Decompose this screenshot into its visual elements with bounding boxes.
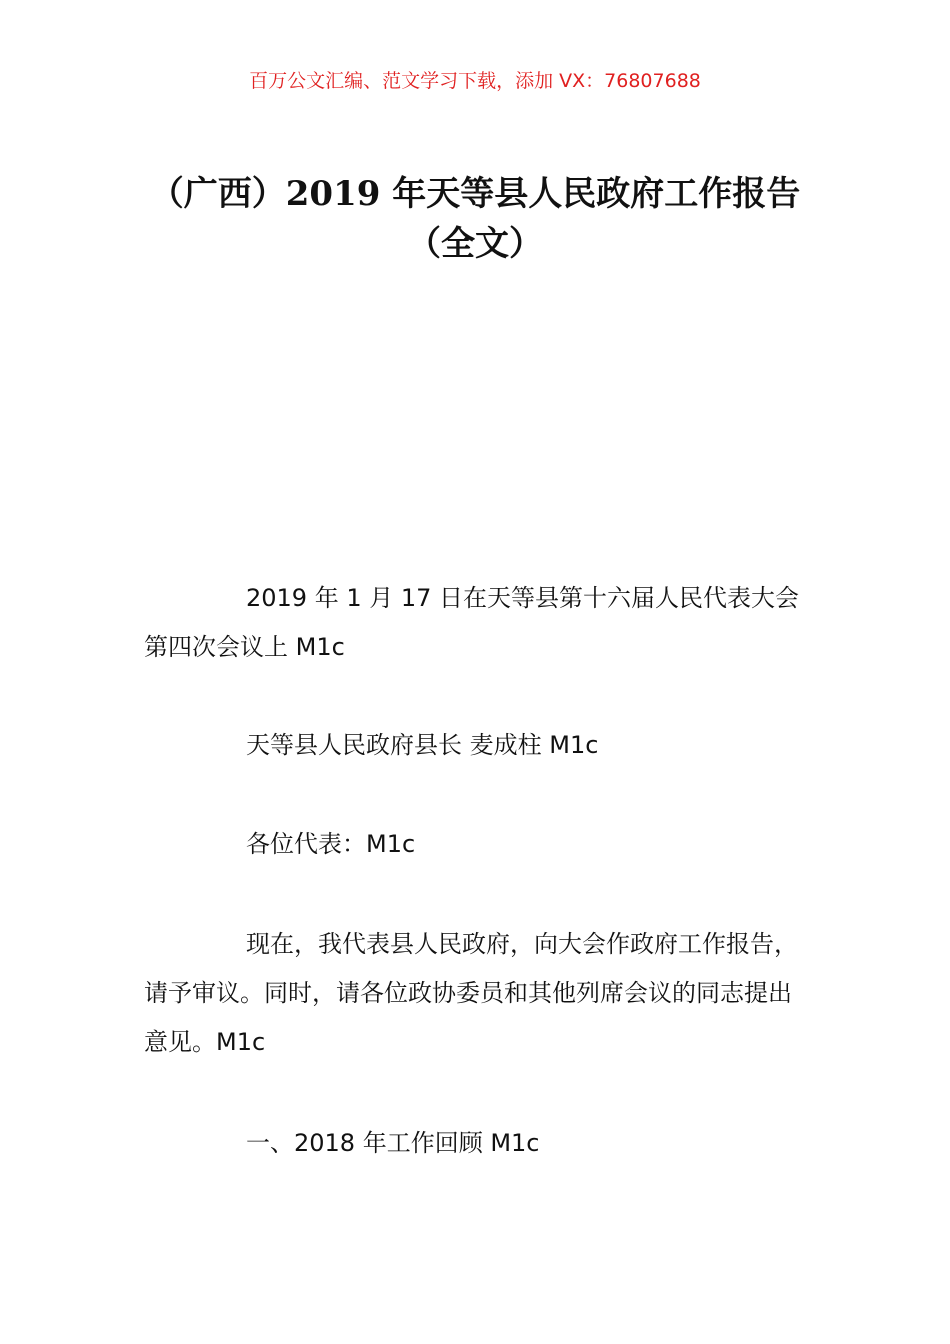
title-line-1: （广西）2019 年天等县人民政府工作报告 — [149, 173, 801, 214]
section-heading-paragraph: 一、2018 年工作回顾 M1c — [246, 1129, 540, 1157]
salutation-paragraph: 各位代表：M1c — [246, 830, 416, 858]
intro-paragraph: 现在，我代表县人民政府，向大会作政府工作报告，请予审议。同时，请各位政协委员和其他列席会议的同志提出意见。M1c — [144, 930, 798, 1056]
title-line-2: （全文） — [407, 223, 543, 264]
document-title — [120, 169, 830, 269]
meeting-date-paragraph: 2019 年 1 月 17 日在天等县第十六届人民代表大会第四次会议上 M1c — [144, 584, 800, 661]
speaker-paragraph: 天等县人民政府县长 麦成柱 M1c — [246, 731, 599, 759]
promo-header-note: 百万公文汇编、范文学习下载，添加 VX：76807688 — [249, 70, 701, 92]
